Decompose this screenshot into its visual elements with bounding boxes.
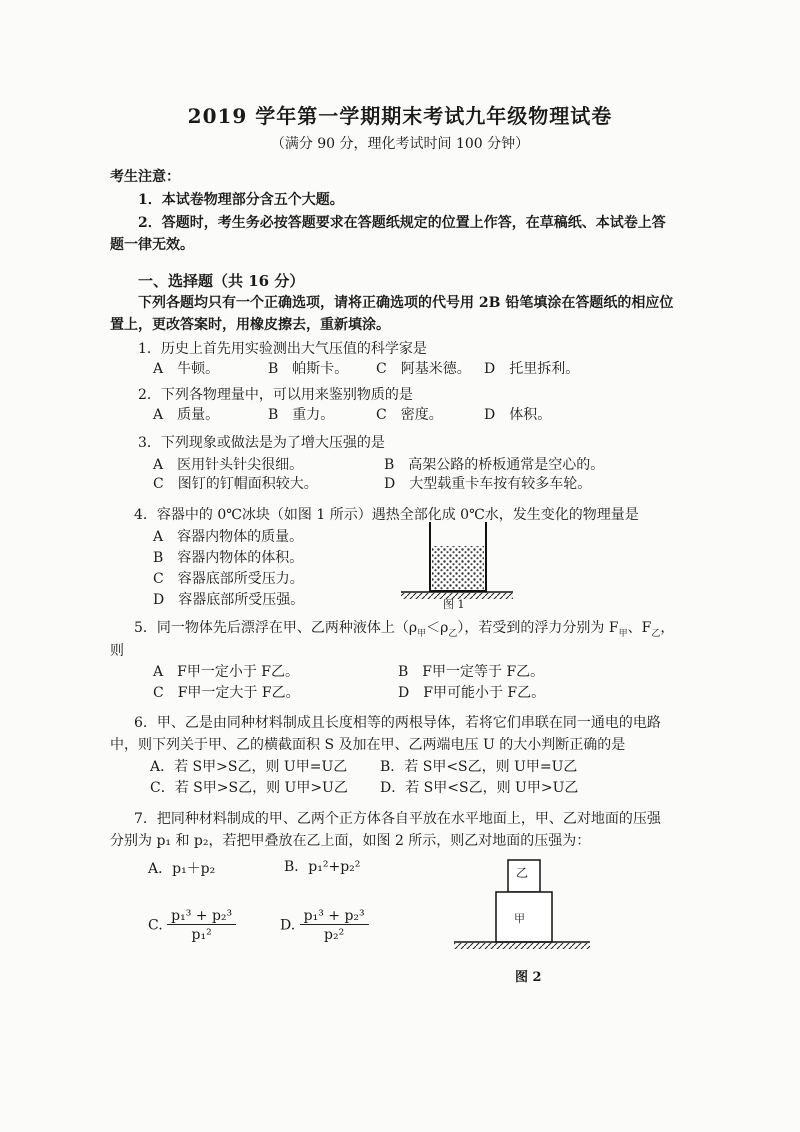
question-2-stem: 2．下列各物理量中，可以用来鉴别物质的是 [138, 387, 413, 403]
figure-1-caption: 图 1 [443, 598, 465, 611]
question-1-stem: 1．历史上首先用实验测出大气压值的科学家是 [138, 341, 427, 357]
question-3-option-c: C 图钉的钉帽面积较大。 [153, 476, 318, 492]
question-3-option-a: A 医用针头针尖很细。 [153, 457, 304, 473]
question-6-option-d: D．若 S甲<S乙，则 U甲>U乙 [380, 780, 579, 796]
question-5-option-a: A F甲一定小于 F乙。 [153, 664, 299, 680]
question-7-stem-line-2: 分别为 p₁ 和 p₂，若把甲叠放在乙上面，如图 2 所示，则乙对地面的压强为： [110, 833, 591, 849]
question-5-stem: 5．同一物体先后漂浮在甲、乙两种液体上$(\rho_甲<\rho_乙)$，若受到的浮力分别为 $F_甲$、$F_乙$， [134, 620, 675, 639]
question-1-option-d: D 托里拆利。 [484, 361, 580, 377]
question-5-option-c: C F甲一定大于 F乙。 [153, 685, 300, 701]
question-5-option-b: B F甲一定等于 F乙。 [398, 664, 545, 680]
figure-2-caption: 图 2 [515, 970, 542, 985]
option-d-fraction: $\frac{\text{p₁³ + p₂³}}{\text{p₂²}}$ [300, 908, 369, 943]
question-1-option-b: B 帕斯卡。 [268, 361, 349, 377]
notice-item-2-line-2: 题一律无效。 [110, 237, 194, 253]
question-6-stem-line-2: 中，则下列关于甲、乙的横截面积 S 及加在甲、乙两端电压 U 的大小判断正确的是 [110, 737, 626, 753]
question-3-option-d: D 大型载重卡车按有较多车轮。 [384, 476, 592, 492]
question-4-option-c: C 容器底部所受压力。 [153, 571, 304, 587]
question-4-option-a: A 容器内物体的质量。 [153, 529, 304, 545]
notice-item-1: 1．本试卷物理部分含五个大题。 [138, 192, 344, 208]
option-c-label: C. [148, 917, 163, 934]
question-5-option-d: D F甲可能小于 F乙。 [398, 685, 546, 701]
notice-heading: 考生注意： [110, 169, 180, 185]
question-6-stem-line-1: 6．甲、乙是由同种材料制成且长度相等的两根导体，若将它们串联在同一通电的电路 [134, 715, 661, 731]
question-5-stem-continued: 则 [110, 643, 124, 659]
section-1-heading: 一、选择题（共 16 分） [138, 272, 305, 290]
page-subtitle: （满分 90 分，理化考试时间 100 分钟） [270, 136, 530, 152]
section-1-instruction-line-1: 下列各题均只有一个正确选项，请将正确选项的代号用 2B 铅笔填涂在答题纸的相应位 [138, 295, 674, 311]
section-1-instruction-line-2: 置上，更改答案时，用橡皮擦去，重新填涂。 [110, 317, 390, 333]
question-3-stem: 3．下列现象或做法是为了增大压强的是 [138, 435, 385, 451]
question-4-stem: 4．容器中的 0℃冰块（如图 1 所示）遇热全部化成 0℃水，发生变化的物理量是 [134, 507, 639, 523]
page-title: 2019 学年第一学期期末考试九年级物理试卷 [187, 104, 613, 128]
question-2-option-c: C 密度。 [376, 407, 443, 423]
question-2-option-d: D 体积。 [484, 407, 552, 423]
option-d-label: D. [280, 917, 296, 934]
question-7-option-a: A．p₁＋p₂ [148, 861, 216, 877]
question-3-option-b: B 高架公路的桥板通常是空心的。 [384, 457, 605, 473]
question-7-option-c [148, 908, 236, 943]
figure-2-label-jia: 甲 [514, 912, 525, 925]
question-6-option-a: A．若 S甲>S乙，则 U甲=U乙 [150, 759, 348, 775]
question-1-option-c: C 阿基米德。 [376, 361, 471, 377]
question-2-option-b: B 重力。 [268, 407, 335, 423]
question-1-option-a: A 牛顿。 [153, 361, 220, 377]
question-6-option-b: B．若 S甲<S乙，则 U甲=U乙 [380, 759, 578, 775]
option-c-fraction: $\frac{\text{p₁³ + p₂³}}{\text{p₁²}}$ [167, 908, 236, 943]
notice-item-2-line-1: 2．答题时，考生务必按答题要求在答题纸规定的位置上作答，在草稿纸、本试卷上答 [138, 215, 666, 231]
question-4-option-d: D 容器底部所受压强。 [153, 592, 305, 608]
figure-2-label-yi: 乙 [516, 866, 529, 880]
question-7-stem-line-1: 7．把同种材料制成的甲、乙两个正方体各自平放在水平地面上，甲、乙对地面的压强 [134, 811, 661, 827]
question-6-option-c: C．若 S甲>S乙，则 U甲>U乙 [150, 780, 348, 796]
question-4-option-b: B 容器内物体的体积。 [153, 550, 304, 566]
question-7-option-d [280, 908, 369, 943]
question-2-option-a: A 质量。 [153, 407, 220, 423]
question-7-option-b: B．p₁²+p₂² [284, 859, 361, 875]
